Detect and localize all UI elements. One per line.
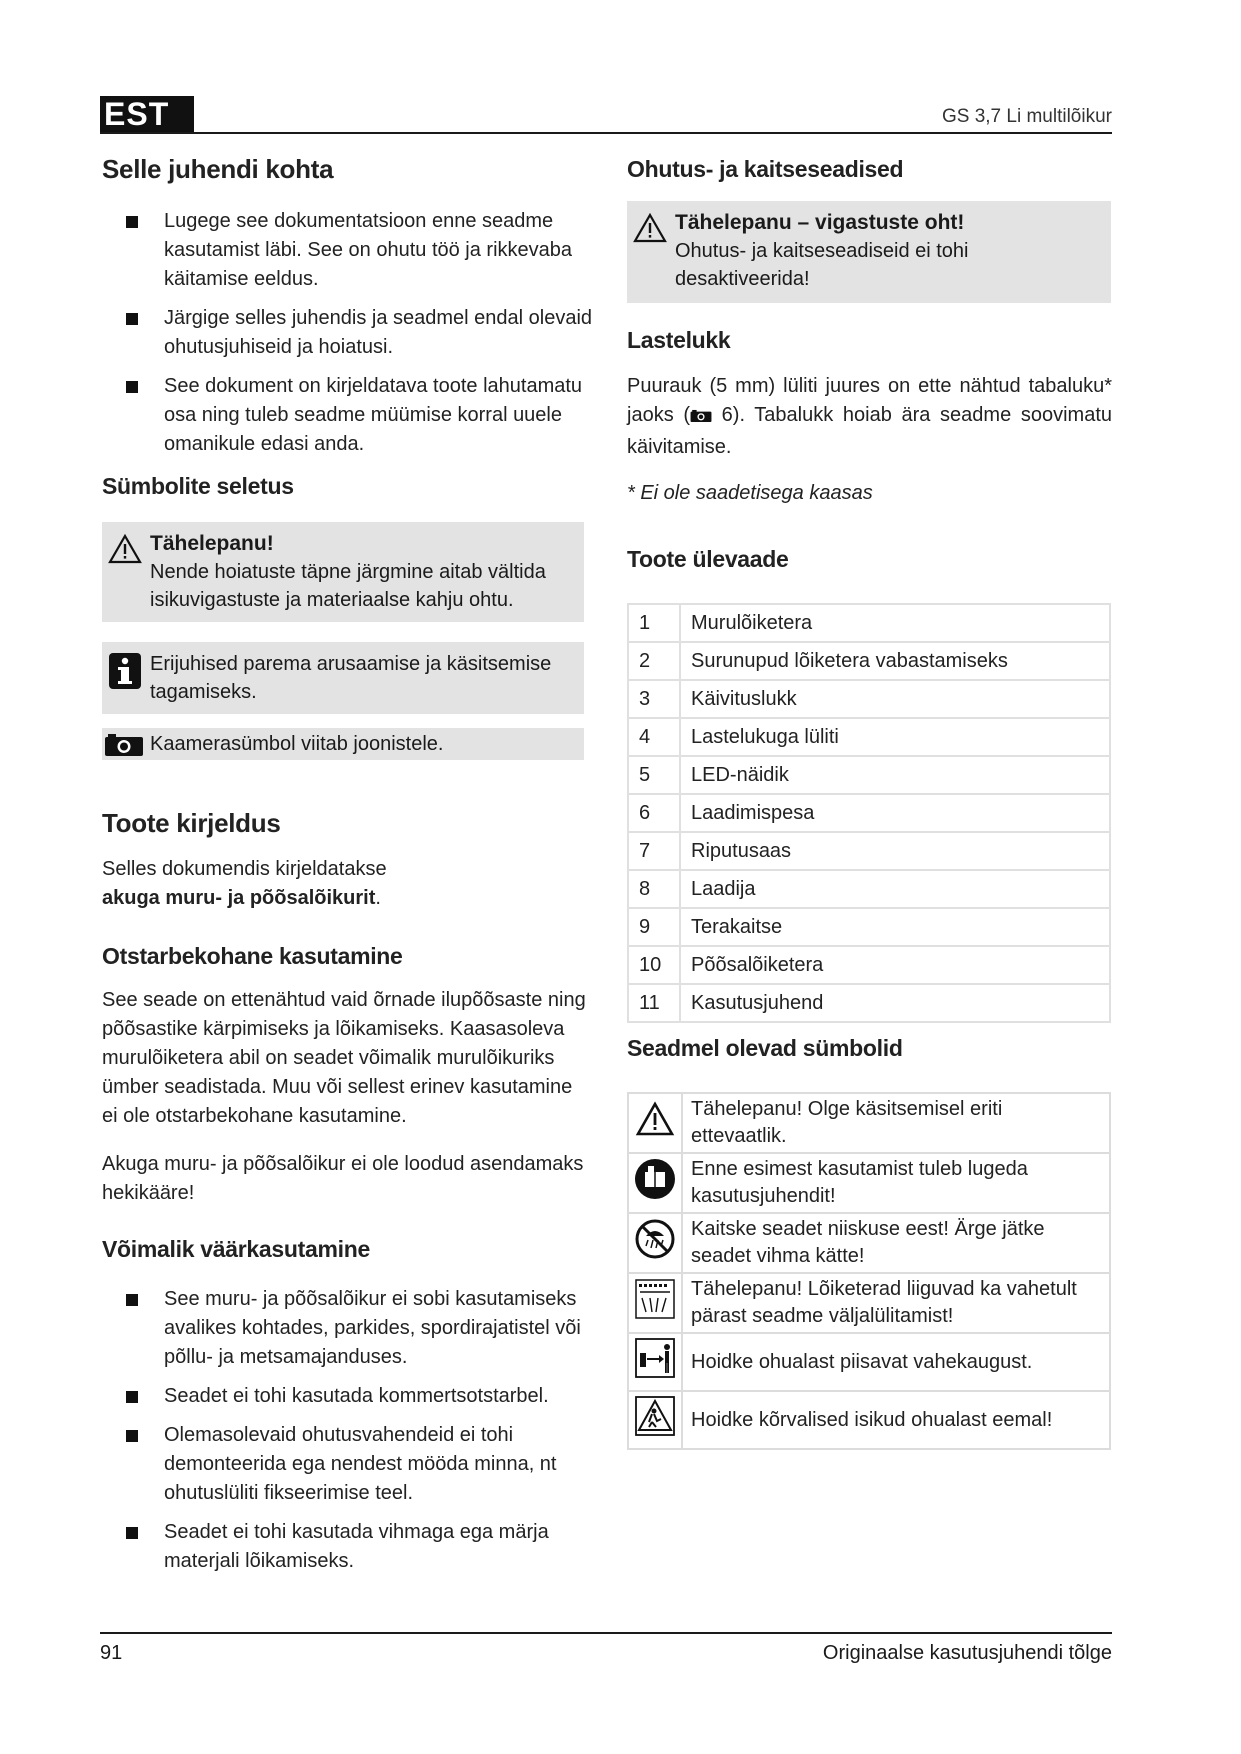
part-number: 5	[628, 756, 680, 794]
table-row	[628, 604, 1110, 642]
symbol-description: Hoidke kõrvalised isikud ohualast eemal!	[682, 1391, 1110, 1449]
symbol-description: Kaitske seadet niiskuse eest! Ärge jätke seadet vihma kätte!	[682, 1213, 1110, 1273]
part-number: 2	[628, 642, 680, 680]
symbols-heading: Sümbolite seletus	[102, 473, 294, 499]
warning-triangle-icon	[108, 534, 142, 569]
intended-use-p2: Akuga muru- ja põõsalõikur ei ole loodud asendamaks hekikääre!	[102, 1153, 584, 1204]
misuse-list	[102, 1285, 607, 1576]
description-bold: akuga muru- ja põõsalõikurit	[102, 887, 376, 909]
camera-icon	[690, 404, 712, 433]
part-number: 10	[628, 946, 680, 984]
description-text: Selles dokumendis kirjeldatakse akuga muru- ja põõsalõikurit.	[102, 858, 387, 909]
part-number: 9	[628, 908, 680, 946]
symbol-description: Enne esimest kasutamist tuleb lugeda kasutusjuhendit!	[682, 1153, 1110, 1213]
about-list	[102, 207, 607, 459]
footer-text: Originaalse kasutusjuhendi tõlge	[822, 1642, 1112, 1664]
table-row	[628, 1391, 1110, 1449]
table-row	[628, 794, 1110, 832]
symbol-icon-cell	[628, 1093, 682, 1153]
camera-body: Kaamerasümbol viitab joonistele.	[150, 733, 444, 755]
left-column	[102, 150, 607, 1586]
part-number: 6	[628, 794, 680, 832]
part-number: 11	[628, 984, 680, 1022]
intended-use-p1: See seade on ettenähtud vaid õrnade ilupõõsaste ning põõsastike kärpimiseks ja lõikamiseks. Kaasasoleva murulõiketera abil on seadet võimalik murulõikuriks ümber seadistada. Muu või sellest erinev kasutamine ei ole otstarbekohane kasutamine.	[102, 989, 586, 1127]
child-lock-footnote: * Ei ole saadetisega kaasas	[627, 482, 873, 504]
list-item: Seadet ei tohi kasutada vihmaga ega märja materjali lõikamiseks.	[102, 1518, 607, 1576]
camera-icon	[104, 733, 144, 762]
info-body: Erijuhised parema arusaamise ja käsitsemise tagamiseks.	[150, 653, 552, 703]
table-row	[628, 1333, 1110, 1391]
overview-heading: Toote ülevaade	[627, 546, 789, 572]
warning-triangle-icon	[635, 1120, 675, 1142]
table-row	[628, 718, 1110, 756]
list-item: See dokument on kirjeldatava toote lahutamatu osa ning tuleb seadme müümise korral uuele omanikule edasi anda.	[102, 372, 607, 459]
info-icon	[108, 652, 142, 695]
part-name: Põõsalõiketera	[680, 946, 1110, 984]
symbol-description: Tähelepanu! Lõiketerad liiguvad ka vahetult pärast seadme väljalülitamist!	[682, 1273, 1110, 1333]
warning-note	[102, 522, 584, 622]
table-row	[628, 1273, 1110, 1333]
symbol-icon-cell	[628, 1273, 682, 1333]
warning-body: Nende hoiatuste täpne järgmine aitab vältida isikuvigastuste ja materiaalse kahju ohtu.	[150, 561, 546, 611]
part-name: Kasutusjuhend	[680, 984, 1110, 1022]
misuse-heading: Võimalik väärkasutamine	[102, 1236, 370, 1262]
symbol-icon-cell	[628, 1213, 682, 1273]
child-lock-heading: Lastelukk	[627, 327, 731, 353]
table-row	[628, 1153, 1110, 1213]
read-manual-icon	[634, 1183, 676, 1205]
language-badge: EST	[100, 96, 194, 132]
symbol-icon-cell	[628, 1391, 682, 1449]
part-number: 7	[628, 832, 680, 870]
part-name: Lastelukuga lüliti	[680, 718, 1110, 756]
list-item: Seadet ei tohi kasutada kommertsotstarbel.	[102, 1382, 607, 1411]
table-row	[628, 680, 1110, 718]
table-row	[628, 756, 1110, 794]
page-number: 91	[100, 1642, 123, 1664]
page-header	[100, 96, 1112, 134]
part-name: Laadija	[680, 870, 1110, 908]
table-row	[628, 984, 1110, 1022]
part-number: 8	[628, 870, 680, 908]
safe-distance-icon	[634, 1362, 676, 1384]
symbol-icon-cell	[628, 1333, 682, 1391]
about-heading: Selle juhendi kohta	[102, 154, 334, 184]
description-heading: Toote kirjeldus	[102, 808, 281, 838]
symbol-description: Hoidke ohualast piisavat vahekaugust.	[682, 1333, 1110, 1391]
part-name: Riputusaas	[680, 832, 1110, 870]
part-name: Murulõiketera	[680, 604, 1110, 642]
table-row	[628, 832, 1110, 870]
table-row	[628, 870, 1110, 908]
keep-bystanders-away-icon	[634, 1420, 676, 1442]
safety-warning-note	[627, 201, 1111, 303]
table-row	[628, 908, 1110, 946]
safety-warning-body: Ohutus- ja kaitseseadiseid ei tohi desaktiveerida!	[675, 240, 969, 290]
part-number: 3	[628, 680, 680, 718]
page-footer	[100, 1632, 1112, 1664]
part-name: LED-näidik	[680, 756, 1110, 794]
symbol-description: Tähelepanu! Olge käsitsemisel eriti ettevaatlik.	[682, 1093, 1110, 1153]
list-item: See muru- ja põõsalõikur ei sobi kasutamiseks avalikes kohtades, parkides, spordirajatistel või põllu- ja metsamajanduses.	[102, 1285, 607, 1372]
part-number: 4	[628, 718, 680, 756]
device-symbols-table	[627, 1092, 1111, 1450]
right-column	[627, 150, 1112, 1450]
part-name: Käivituslukk	[680, 680, 1110, 718]
table-row	[628, 946, 1110, 984]
table-row	[628, 1093, 1110, 1153]
safety-warning-title: Tähelepanu – vigastuste oht!	[675, 211, 965, 234]
no-rain-icon	[634, 1243, 676, 1265]
list-item: Olemasolevaid ohutusvahendeid ei tohi demonteerida ega nendest mööda minna, nt ohutuslüliti fikseerimise teel.	[102, 1421, 607, 1508]
table-row	[628, 642, 1110, 680]
part-name: Surunupud lõiketera vabastamiseks	[680, 642, 1110, 680]
camera-note	[102, 728, 584, 760]
parts-table	[627, 603, 1111, 1023]
child-lock-text: Puurauk (5 mm) lüliti juures on ette nähtud tabaluku* jaoks ( 6). Tabalukk hoiab ära seadme soovimatu käivitamise.	[627, 375, 1113, 458]
part-name: Laadimispesa	[680, 794, 1110, 832]
intended-use-heading: Otstarbekohane kasutamine	[102, 943, 403, 969]
blade-rundown-icon	[634, 1303, 676, 1325]
info-note	[102, 642, 584, 714]
warning-triangle-icon	[633, 213, 667, 248]
safety-heading: Ohutus- ja kaitseseadised	[627, 156, 904, 182]
part-name: Terakaitse	[680, 908, 1110, 946]
list-item: Järgige selles juhendis ja seadmel endal olevaid ohutusjuhiseid ja hoiatusi.	[102, 304, 607, 362]
table-row	[628, 1213, 1110, 1273]
list-item: Lugege see dokumentatsioon enne seadme kasutamist läbi. See on ohutu töö ja rikkevaba käitamise eeldus.	[102, 207, 607, 294]
symbol-icon-cell	[628, 1153, 682, 1213]
device-symbols-heading: Seadmel olevad sümbolid	[627, 1035, 903, 1061]
warning-title: Tähelepanu!	[150, 532, 274, 555]
product-title: GS 3,7 Li multilõikur	[941, 106, 1112, 127]
part-number: 1	[628, 604, 680, 642]
